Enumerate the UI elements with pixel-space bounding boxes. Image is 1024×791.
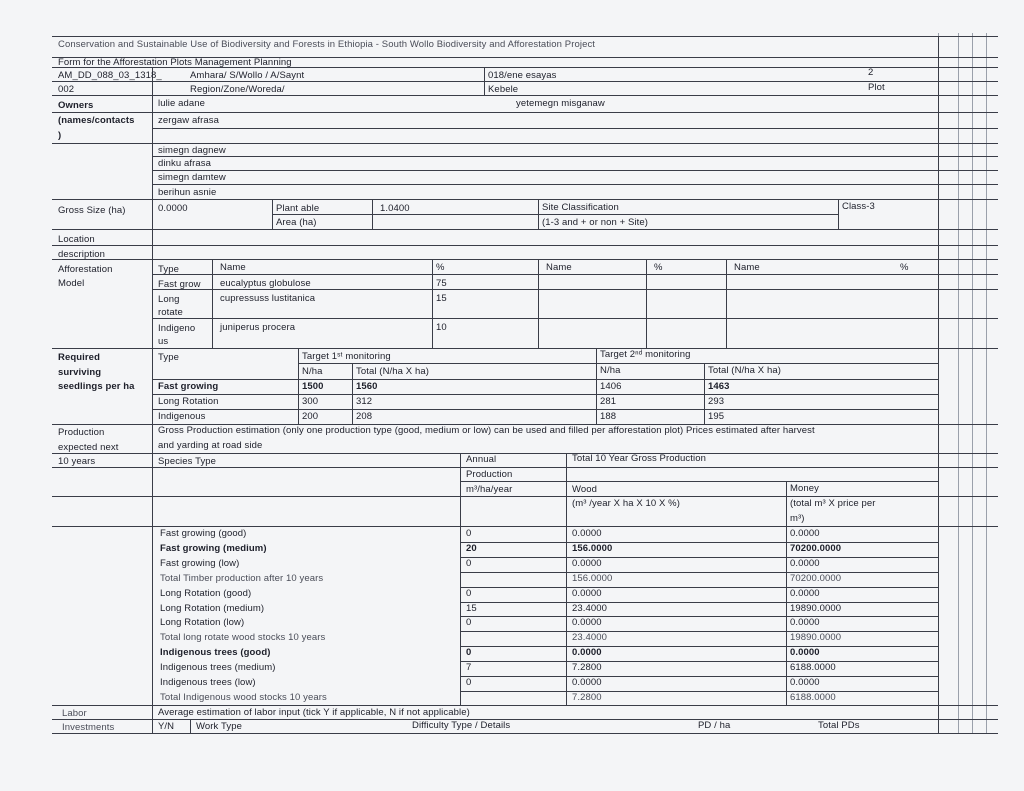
region-value: Amhara/ S/Wollo / A/Saynt: [190, 70, 305, 81]
seedlings-label-3: seedlings per ha: [58, 381, 135, 392]
model-label: Afforestation: [58, 264, 113, 275]
production-row-wood: 23.4000: [572, 632, 608, 643]
total10-header: Total 10 Year Gross Production: [572, 453, 706, 464]
labor-note: Average estimation of labor input (tick Y if applicable, N if not applicable): [158, 707, 470, 718]
total-1-header: Total (N/ha X ha): [356, 366, 429, 377]
owners-label-2: (names/contacts: [58, 115, 135, 126]
rule: [538, 259, 539, 348]
model-label-2: Model: [58, 278, 85, 289]
seedling-n2: 188: [600, 411, 617, 422]
rule: [212, 259, 213, 348]
rule: [152, 318, 998, 319]
production-label-3: 10 years: [58, 456, 96, 467]
wood-header: Wood: [572, 484, 598, 495]
production-row-money: 0.0000: [790, 617, 820, 628]
production-row-wood: 0.0000: [572, 528, 602, 539]
owner-name: simegn dagnew: [158, 145, 226, 156]
model-col-name: Name: [220, 262, 246, 273]
production-row-wood: 0.0000: [572, 558, 602, 569]
gross-size-label: Gross Size (ha): [58, 205, 126, 216]
production-row-type: Long Rotation (medium): [160, 603, 265, 614]
production-row-money: 6188.0000: [790, 692, 836, 703]
labor-col-yn: Y/N: [158, 721, 175, 732]
rule: [372, 199, 373, 229]
seedling-type: Long Rotation: [158, 396, 219, 407]
owners-label-3: ): [58, 130, 62, 141]
margin-grid-line: [958, 33, 959, 733]
seedlings-label-2: surviving: [58, 367, 102, 378]
seedling-t1: 1560: [356, 381, 378, 392]
nha-2-header: N/ha: [600, 365, 621, 376]
rule: [460, 676, 938, 677]
rule: [52, 348, 998, 349]
rule: [460, 572, 938, 573]
labor-col-difficulty: Difficulty Type / Details: [412, 720, 511, 731]
rule: [152, 184, 998, 185]
production-row-annual: 0: [466, 617, 472, 628]
labor-label: Labor: [62, 708, 87, 719]
nha-1-header: N/ha: [302, 366, 323, 377]
production-note-2: and yarding at road side: [158, 440, 263, 451]
rule: [52, 467, 998, 468]
seedling-n2: 281: [600, 396, 617, 407]
rule: [460, 542, 938, 543]
production-row-wood: 0.0000: [572, 588, 602, 599]
form-title: Form for the Afforestation Plots Management Planning: [58, 57, 292, 68]
species-type-header: Species Type: [158, 456, 217, 467]
model-row-type-2: rotate: [158, 307, 183, 318]
site-classification-label: Site Classification: [542, 202, 619, 213]
production-label: Production: [58, 427, 105, 438]
model-col-pct: %: [436, 262, 445, 273]
rule: [460, 661, 938, 662]
rule: [460, 557, 938, 558]
rule: [460, 602, 938, 603]
plantable-label: Plant able: [276, 203, 320, 214]
plot-number: 2: [868, 67, 874, 78]
owner-name: zergaw afrasa: [158, 115, 219, 126]
production-row-annual: 0: [466, 677, 472, 688]
kebele-value: 018/ene esayas: [488, 70, 557, 81]
rule: [152, 67, 153, 733]
model-col-name-2: Name: [546, 262, 572, 273]
model-row-type: Fast grow: [158, 279, 201, 290]
production-row-annual: 0: [466, 647, 472, 658]
location-label-2: description: [58, 249, 106, 260]
owner-name: dinku afrasa: [158, 158, 211, 169]
rule: [838, 199, 839, 229]
monitoring-2-header: Target 2ⁿᵈ monitoring: [600, 349, 691, 360]
production-row-wood: 156.0000: [572, 543, 613, 554]
annual-header-3: m³/ha/year: [466, 484, 513, 495]
seedling-t2: 1463: [708, 381, 730, 392]
annual-header-2: Production: [466, 469, 513, 480]
annual-header: Annual: [466, 454, 497, 465]
margin-grid-line: [986, 33, 987, 733]
production-row-type: Indigenous trees (medium): [160, 662, 276, 673]
seedling-t2: 293: [708, 396, 725, 407]
rule: [152, 394, 938, 395]
production-row-type: Long Rotation (low): [160, 617, 245, 628]
rule: [52, 112, 998, 113]
production-row-annual: 0: [466, 588, 472, 599]
production-row-money: 19890.0000: [790, 603, 842, 614]
production-row-type: Total Timber production after 10 years: [160, 573, 324, 584]
rule: [646, 259, 647, 348]
rule: [152, 170, 998, 171]
gross-size-value: 0.0000: [158, 203, 188, 214]
rule: [52, 245, 998, 246]
production-row-annual: 20: [466, 543, 477, 554]
labor-col-work-type: Work Type: [196, 721, 242, 732]
project-title: Conservation and Sustainable Use of Biodiversity and Forests in Ethiopia - South Wollo Biodiversity and Afforestation Project: [58, 39, 596, 50]
rule: [52, 95, 998, 96]
production-row-annual: 0: [466, 528, 472, 539]
production-row-type: Fast growing (medium): [160, 543, 267, 554]
plot-label: Plot: [868, 82, 885, 93]
owner-name: lulie adane: [158, 98, 206, 109]
rule: [704, 363, 705, 424]
rule: [460, 587, 938, 588]
rule: [938, 36, 939, 733]
total-2-header: Total (N/ha X ha): [708, 365, 781, 376]
production-row-money: 70200.0000: [790, 573, 842, 584]
labor-col-total-pds: Total PDs: [818, 720, 860, 731]
model-col-pct-2: %: [654, 262, 663, 273]
production-label-2: expected next: [58, 442, 119, 453]
production-row-money: 0.0000: [790, 647, 820, 658]
production-row-annual: 15: [466, 603, 477, 614]
rule: [152, 289, 998, 290]
money-header-2: (total m³ X price per: [790, 498, 876, 509]
model-row-type: Long: [158, 294, 180, 305]
rule: [460, 481, 938, 482]
rule: [152, 156, 998, 157]
rule: [538, 214, 838, 215]
model-row-pct: 15: [436, 293, 447, 304]
production-row-type: Fast growing (good): [160, 528, 247, 539]
labor-col-pd: PD / ha: [698, 720, 731, 731]
rule: [152, 379, 938, 380]
rule: [566, 453, 567, 705]
rule: [152, 409, 938, 410]
rule: [726, 259, 727, 348]
rule: [538, 199, 539, 229]
production-row-wood: 7.2800: [572, 692, 602, 703]
rule: [190, 719, 191, 733]
production-row-annual: 0: [466, 558, 472, 569]
owner-name: berihun asnie: [158, 187, 217, 198]
production-row-type: Total long rotate wood stocks 10 years: [160, 632, 326, 643]
rule: [52, 36, 998, 37]
seedling-t2: 195: [708, 411, 725, 422]
production-row-money: 0.0000: [790, 528, 820, 539]
production-row-money: 0.0000: [790, 677, 820, 688]
rule: [52, 229, 998, 230]
seedlings-col-type: Type: [158, 352, 179, 363]
production-row-wood: 7.2800: [572, 662, 602, 673]
production-row-type: Total Indigenous wood stocks 10 years: [160, 692, 327, 703]
owners-label: Owners: [58, 100, 94, 111]
region-label: Region/Zone/Woreda/: [190, 84, 285, 95]
model-row-name: cupressuss lustitanica: [220, 293, 316, 304]
rule: [484, 67, 485, 95]
rule: [52, 81, 998, 82]
site-class-value: Class-3: [842, 201, 875, 212]
rule: [52, 705, 998, 706]
rule: [460, 631, 938, 632]
plot-id: AM_DD_088_03_1318_: [58, 70, 162, 81]
rule: [52, 199, 998, 200]
production-row-type: Indigenous trees (low): [160, 677, 256, 688]
production-row-type: Fast growing (low): [160, 558, 240, 569]
rule: [152, 128, 998, 129]
rule: [52, 733, 998, 734]
plantable-label-2: Area (ha): [276, 217, 317, 228]
model-row-name: eucalyptus globulose: [220, 278, 311, 289]
monitoring-1-header: Target 1ˢᵗ monitoring: [302, 351, 391, 362]
seedling-n1: 300: [302, 396, 319, 407]
rule: [432, 259, 433, 348]
production-row-wood: 0.0000: [572, 617, 602, 628]
seedling-n1: 1500: [302, 381, 324, 392]
model-row-type-2: us: [158, 336, 169, 347]
production-row-wood: 23.4000: [572, 603, 608, 614]
wood-header-2: (m³ /year X ha X 10 X %): [572, 498, 680, 509]
seedling-n2: 1406: [600, 381, 622, 392]
rule: [460, 453, 461, 705]
production-row-type: Indigenous trees (good): [160, 647, 271, 658]
rule: [460, 646, 938, 647]
labor-label-2: Investments: [62, 722, 115, 733]
rule: [460, 616, 938, 617]
owner-extra: yetemegn misganaw: [516, 98, 605, 109]
rule: [298, 363, 938, 364]
production-row-type: Long Rotation (good): [160, 588, 252, 599]
production-note: Gross Production estimation (only one production type (good, medium or low) can be used and filled per afforestation plot) Prices estimated after harvest: [158, 425, 815, 436]
seedling-t1: 208: [356, 411, 373, 422]
seedlings-label: Required: [58, 352, 100, 363]
seedling-n1: 200: [302, 411, 319, 422]
rule: [52, 453, 998, 454]
rule: [272, 214, 538, 215]
location-label: Location: [58, 234, 95, 245]
rule: [52, 496, 998, 497]
seedling-type: Indigenous: [158, 411, 206, 422]
owner-name: simegn damtew: [158, 172, 226, 183]
model-col-pct-3: %: [900, 262, 909, 273]
site-classification-label-2: (1-3 and + or non + Site): [542, 217, 649, 228]
production-row-wood: 0.0000: [572, 647, 602, 658]
rule: [272, 199, 273, 229]
rule: [352, 363, 353, 424]
margin-grid-line: [972, 33, 973, 733]
rule: [52, 259, 998, 260]
model-col-type: Type: [158, 264, 179, 275]
production-row-money: 19890.0000: [790, 632, 842, 643]
money-header: Money: [790, 483, 820, 494]
seedling-type: Fast growing: [158, 381, 219, 392]
rule: [152, 274, 998, 275]
money-header-3: m³): [790, 513, 805, 524]
production-row-money: 70200.0000: [790, 543, 842, 554]
production-row-money: 6188.0000: [790, 662, 836, 673]
production-row-money: 0.0000: [790, 558, 820, 569]
rule: [596, 348, 597, 424]
production-row-annual: 7: [466, 662, 472, 673]
plantable-value: 1.0400: [380, 203, 410, 214]
plot-id-2: 002: [58, 84, 75, 95]
model-row-pct: 75: [436, 278, 447, 289]
model-col-name-3: Name: [734, 262, 760, 273]
rule: [460, 691, 938, 692]
model-row-pct: 10: [436, 322, 447, 333]
rule: [298, 348, 299, 424]
rule: [786, 481, 787, 705]
model-row-type: Indigeno: [158, 323, 196, 334]
production-row-money: 0.0000: [790, 588, 820, 599]
rule: [52, 526, 998, 527]
model-row-name: juniperus procera: [220, 322, 296, 333]
rule: [52, 143, 998, 144]
seedling-t1: 312: [356, 396, 373, 407]
kebele-label: Kebele: [488, 84, 519, 95]
production-row-wood: 0.0000: [572, 677, 602, 688]
production-row-wood: 156.0000: [572, 573, 613, 584]
